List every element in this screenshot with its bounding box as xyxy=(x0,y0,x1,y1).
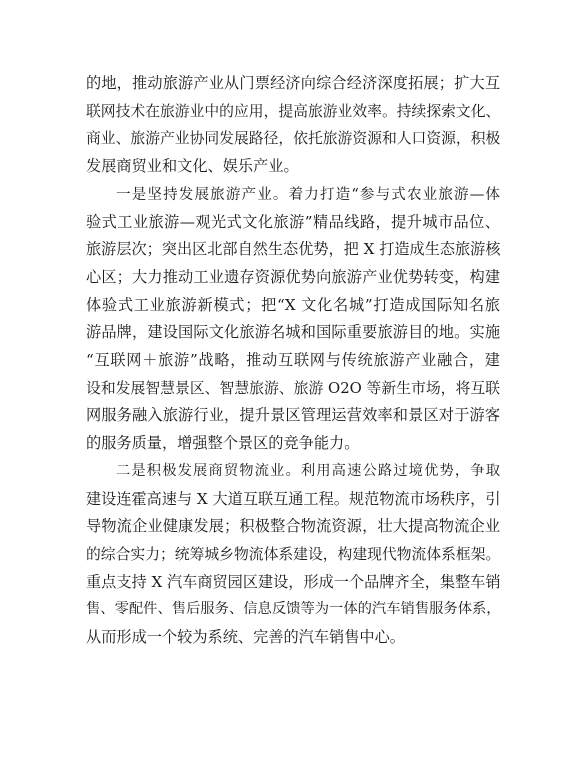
text-line: 的综合实力；统筹城乡物流体系建设，构建现代物流体系框架。 xyxy=(86,545,501,563)
text-line: 验式工业旅游—观光式文化旅游”精品线路，提升城市品位、 xyxy=(86,212,500,231)
text-line: 体验式工业旅游新模式；把“X 文化名城”打造成国际知名旅 xyxy=(86,295,500,314)
paragraph-tourism-development xyxy=(86,181,500,458)
paragraph-tourism-intro xyxy=(86,70,500,181)
document-body xyxy=(86,70,500,652)
paragraph-commerce-logistics xyxy=(86,458,500,652)
text-line: 的地，推动旅游产业从门票经济向综合经济深度拓展；扩大互 xyxy=(86,74,500,92)
text-line: 联网技术在旅游业中的应用，提高旅游业效率。持续探索文化、 xyxy=(86,102,501,120)
text-line: 建设连霍高速与 X 大道互联互通工程。规范物流市场秩序，引 xyxy=(86,489,501,508)
text-line: 游品牌，建设国际文化旅游名城和国际重要旅游目的地。实施 xyxy=(86,323,500,342)
text-line: 的服务质量，增强整个景区的竞争能力。 xyxy=(86,434,360,453)
text-line: “互联网＋旅游”战略，推动互联网与传统旅游产业融合，建 xyxy=(86,351,500,370)
text-line: 心区；大力推动工业遗存资源优势向旅游产业优势转变，构建 xyxy=(86,267,500,286)
text-line: 导物流企业健康发展；积极整合物流资源，壮大提高物流企业 xyxy=(86,517,500,536)
text-line: 商业、旅游产业协同发展路径，依托旅游资源和人口资源，积极 xyxy=(86,130,501,148)
text-line: 一是坚持发展旅游产业。着力打造“参与式农业旅游—体 xyxy=(116,185,500,203)
text-line: 网服务融入旅游行业，提升景区管理运营效率和景区对于游客 xyxy=(86,406,500,425)
text-line: 二是积极发展商贸物流业。利用高速公路过境优势，争取 xyxy=(116,462,500,479)
text-line: 设和发展智慧景区、智慧旅游、旅游 O2O 等新生市场，将互联 xyxy=(86,379,500,397)
text-line: 从而形成一个较为系统、完善的汽车销售中心。 xyxy=(86,628,405,647)
text-line: 重点支持 X 汽车商贸园区建设，形成一个品牌齐全，集整车销 xyxy=(86,572,501,591)
text-line: 发展商贸业和文化、娱乐产业。 xyxy=(86,157,299,176)
text-line: 旅游层次；突出区北部自然生态优势，把 X 打造成生态旅游核 xyxy=(86,240,501,259)
text-line: 售、零配件、售后服务、信息反馈等为一体的汽车销售服务体系， xyxy=(86,601,501,618)
